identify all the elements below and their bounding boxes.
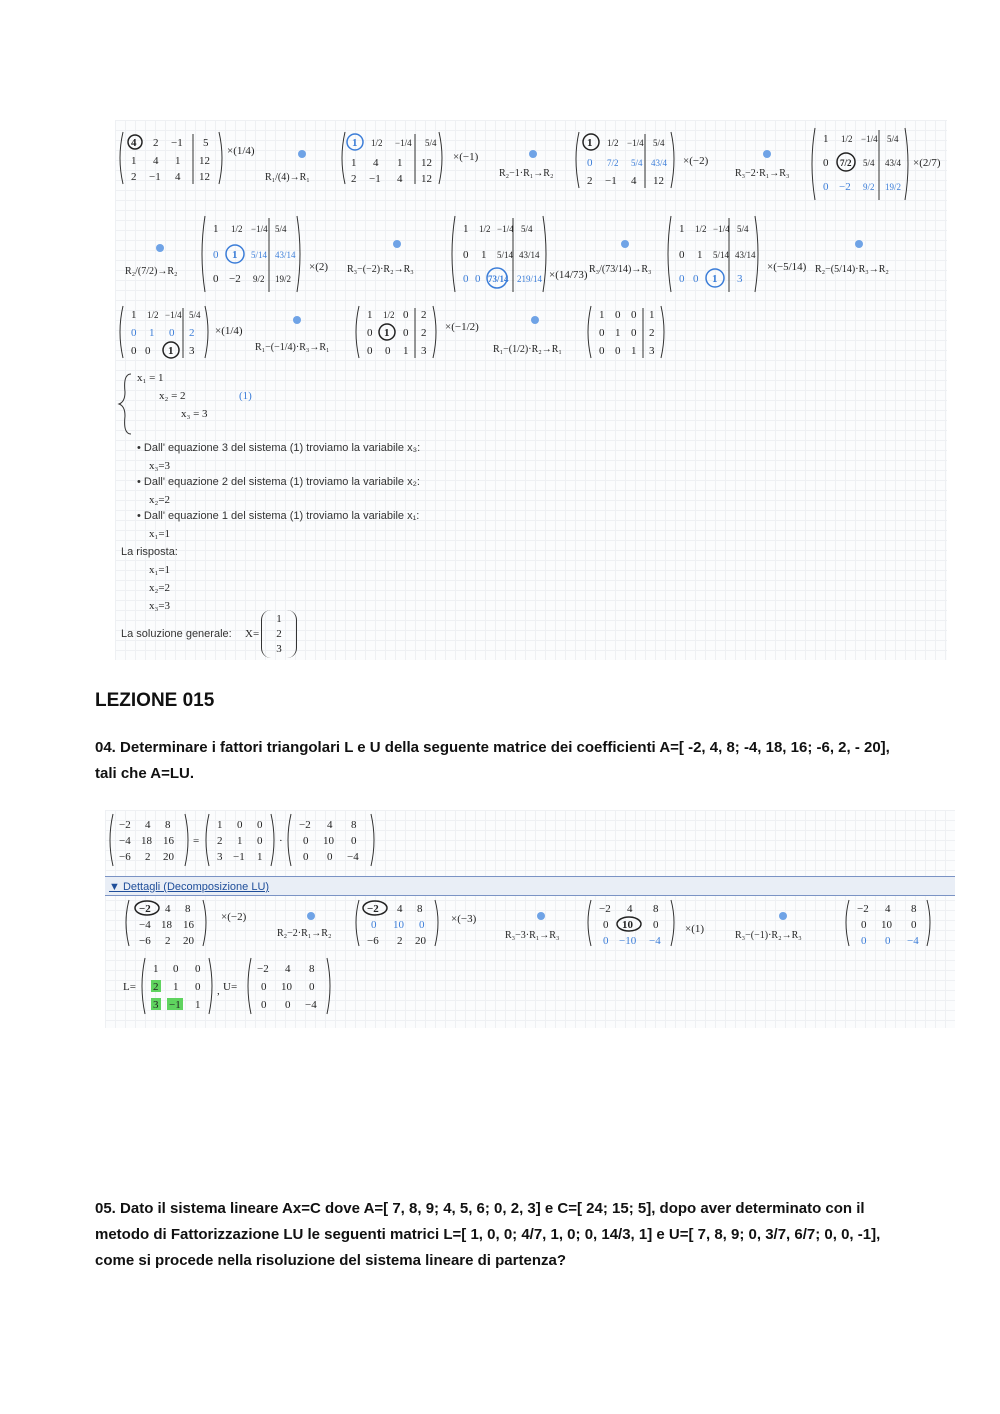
svg-text:1: 1 — [481, 249, 487, 261]
svg-text:−4: −4 — [347, 851, 359, 863]
svg-text:0: 0 — [327, 851, 333, 863]
svg-text:1: 1 — [615, 327, 621, 339]
svg-text:43/14: 43/14 — [735, 250, 756, 260]
svg-text:0: 0 — [653, 919, 659, 931]
lu-multiplier-2: ×(−3) — [451, 913, 477, 925]
svg-text:0: 0 — [309, 981, 315, 993]
svg-text:2: 2 — [165, 935, 171, 947]
svg-text:0: 0 — [169, 327, 175, 339]
multiplier-3: ×(−2) — [683, 155, 709, 167]
svg-text:4: 4 — [885, 903, 891, 915]
svg-text:−1/4: −1/4 — [497, 224, 514, 234]
svg-text:219/14: 219/14 — [517, 274, 543, 284]
svg-text:4: 4 — [131, 137, 137, 149]
L-label: L= — [123, 981, 136, 993]
svg-text:4: 4 — [397, 173, 403, 185]
svg-text:1: 1 — [679, 223, 685, 235]
svg-text:1: 1 — [153, 963, 159, 975]
system-brace — [119, 374, 131, 434]
op-4: R₂/(7/2)→R₂ — [125, 266, 178, 277]
svg-text:0: 0 — [419, 919, 425, 931]
matrix-final — [588, 306, 664, 358]
svg-text:9/2: 9/2 — [863, 182, 875, 192]
multiplier-2: ×(−1) — [453, 151, 479, 163]
matrix-step-4 — [812, 128, 908, 200]
svg-text:0: 0 — [475, 273, 481, 285]
multiplier-6: ×(14/73) — [549, 269, 588, 281]
op-6: R₃/(73/14)→R₃ — [589, 264, 652, 275]
svg-text:8: 8 — [653, 903, 659, 915]
lu-op-1: R₂−2·R₁→R₂ — [277, 928, 332, 939]
svg-text:8: 8 — [185, 903, 191, 915]
svg-text:0: 0 — [861, 919, 867, 931]
general-solution-var: X= — [245, 628, 260, 640]
general-solution-label: La soluzione generale: — [121, 628, 232, 640]
svg-text:−2: −2 — [229, 273, 241, 285]
svg-text:0: 0 — [237, 819, 243, 831]
svg-text:4: 4 — [327, 819, 333, 831]
svg-text:3: 3 — [217, 851, 223, 863]
svg-text:1: 1 — [631, 345, 637, 357]
svg-text:5/4: 5/4 — [275, 224, 287, 234]
svg-text:7/2: 7/2 — [607, 158, 619, 168]
svg-text:8: 8 — [165, 819, 171, 831]
svg-text:10: 10 — [393, 919, 404, 931]
question-04: 04. Determinare i fattori triangolari L e U della seguente matrice dei coefficienti A=[ -2, 4, 8; -4, 18, 16; -6, 2, - 20], tali che A=LU. — [95, 739, 890, 782]
question-05: 05. Dato il sistema lineare Ax=C dove A=[ 7, 8, 9; 4, 5, 6; 0, 2, 3] e C=[ 24; 15; 5], dopo aver determinato con il metodo di Fattorizzazione LU le seguenti matrici L=[ 1, 0, 0; 4/7, 1, 0; 0, 14/3, 1] e U=[ 7, 8, 9; 0, 3/7, 6/7; 0, 0, -1], come si procede nella risoluzione del sistema lineare di partenza? — [95, 1200, 881, 1269]
U-matrix — [248, 958, 330, 1014]
svg-text:8: 8 — [911, 903, 917, 915]
svg-text:1: 1 — [257, 851, 263, 863]
svg-text:5/4: 5/4 — [521, 224, 533, 234]
svg-text:−4: −4 — [907, 935, 919, 947]
svg-text:0: 0 — [195, 981, 201, 993]
svg-text:−4: −4 — [305, 999, 317, 1011]
svg-text:2: 2 — [649, 327, 655, 339]
svg-text:0: 0 — [463, 273, 469, 285]
svg-text:12: 12 — [421, 157, 432, 169]
svg-text:1: 1 — [149, 327, 155, 339]
svg-text:0: 0 — [615, 345, 621, 357]
bullet-1-result: x₃=3 — [149, 460, 171, 472]
svg-text:2: 2 — [421, 309, 427, 321]
answer-x2: x₂=2 — [149, 582, 171, 594]
svg-text:−1/4: −1/4 — [251, 224, 268, 234]
lu-matrix-4 — [846, 900, 930, 947]
matrix-step-1 — [120, 132, 222, 184]
svg-text:12: 12 — [653, 175, 664, 187]
svg-text:2: 2 — [217, 835, 223, 847]
svg-text:1/2: 1/2 — [607, 138, 619, 148]
svg-text:1: 1 — [195, 999, 201, 1011]
svg-text:1/2: 1/2 — [479, 224, 491, 234]
svg-text:−1/4: −1/4 — [713, 224, 730, 234]
svg-text:0: 0 — [213, 249, 219, 261]
svg-text:0: 0 — [195, 963, 201, 975]
svg-text:3: 3 — [421, 345, 427, 357]
svg-text:0: 0 — [261, 999, 267, 1011]
svg-text:1: 1 — [823, 133, 829, 145]
svg-text:1: 1 — [131, 309, 137, 321]
svg-text:−6: −6 — [139, 935, 151, 947]
svg-text:1: 1 — [397, 157, 403, 169]
svg-text:0: 0 — [463, 249, 469, 261]
svg-text:5/4: 5/4 — [189, 310, 201, 320]
svg-text:1: 1 — [351, 157, 357, 169]
svg-text:−2: −2 — [299, 819, 311, 831]
svg-text:0: 0 — [261, 981, 267, 993]
svg-text:2: 2 — [131, 171, 137, 183]
lu-matrix-2 — [356, 900, 438, 947]
svg-text:1: 1 — [217, 819, 223, 831]
svg-text:1: 1 — [712, 273, 718, 285]
svg-text:10: 10 — [622, 919, 633, 931]
svg-text:43/4: 43/4 — [885, 158, 902, 168]
svg-text:1/2: 1/2 — [371, 138, 383, 148]
svg-text:0: 0 — [257, 819, 263, 831]
svg-text:10: 10 — [281, 981, 292, 993]
matrix-step-8 — [120, 306, 208, 358]
svg-text:−6: −6 — [367, 935, 379, 947]
svg-text:1: 1 — [173, 981, 179, 993]
svg-text:−4: −4 — [119, 835, 131, 847]
svg-text:2: 2 — [145, 851, 151, 863]
svg-text:5/4: 5/4 — [631, 158, 643, 168]
svg-text:−6: −6 — [119, 851, 131, 863]
op-1: R₁/(4)→R₁ — [265, 172, 310, 183]
svg-text:,: , — [217, 985, 220, 997]
svg-text:16: 16 — [163, 835, 174, 847]
answer-label: La risposta: — [121, 546, 178, 558]
svg-text:19/2: 19/2 — [885, 182, 902, 192]
svg-text:0: 0 — [599, 345, 605, 357]
L-matrix — [142, 958, 212, 1014]
multiplier-8: ×(1/4) — [215, 325, 243, 337]
svg-text:0: 0 — [587, 157, 593, 169]
svg-text:5/4: 5/4 — [737, 224, 749, 234]
lu-matrix-1 — [126, 900, 206, 947]
svg-text:5/14: 5/14 — [251, 250, 268, 260]
svg-text:0: 0 — [885, 935, 891, 947]
op-7: R₂−(5/14)·R₃→R₂ — [815, 264, 889, 275]
svg-text:1: 1 — [213, 223, 219, 235]
svg-text:20: 20 — [183, 935, 194, 947]
svg-text:1: 1 — [175, 155, 181, 167]
svg-text:43/14: 43/14 — [519, 250, 540, 260]
svg-text:3: 3 — [153, 999, 159, 1011]
svg-text:4: 4 — [153, 155, 159, 167]
svg-text:8: 8 — [417, 903, 423, 915]
svg-text:1/2: 1/2 — [841, 134, 853, 144]
svg-text:−2: −2 — [857, 903, 869, 915]
svg-text:4: 4 — [631, 175, 637, 187]
svg-text:−1: −1 — [149, 171, 161, 183]
svg-text:2: 2 — [587, 175, 593, 187]
svg-text:5/4: 5/4 — [863, 158, 875, 168]
svg-text:−1/4: −1/4 — [165, 310, 182, 320]
svg-text:2: 2 — [153, 137, 159, 149]
op-3: R₃−2·R₁→R₃ — [735, 168, 790, 179]
svg-text:1: 1 — [232, 249, 238, 261]
svg-text:0: 0 — [603, 919, 609, 931]
svg-text:1: 1 — [599, 309, 605, 321]
svg-text:1/2: 1/2 — [231, 224, 243, 234]
multiplier-1: ×(1/4) — [227, 145, 255, 157]
matrix-step-6 — [452, 216, 546, 292]
op-5: R₃−(−2)·R₂→R₃ — [347, 264, 414, 275]
svg-text:0: 0 — [367, 345, 373, 357]
svg-text:7/2: 7/2 — [840, 158, 852, 168]
svg-text:0: 0 — [823, 157, 829, 169]
svg-text:−10: −10 — [619, 935, 637, 947]
svg-text:−1/4: −1/4 — [395, 138, 412, 148]
svg-text:−1/4: −1/4 — [861, 134, 878, 144]
lu-equation — [105, 810, 955, 876]
U-label: U= — [223, 981, 238, 993]
svg-text:4: 4 — [145, 819, 151, 831]
svg-text:1: 1 — [587, 137, 593, 149]
svg-text:5/4: 5/4 — [653, 138, 665, 148]
svg-text:18: 18 — [161, 919, 172, 931]
details-toggle[interactable]: ▼ Dettagli (Decomposizione LU) — [109, 881, 270, 893]
svg-text:−2: −2 — [119, 819, 131, 831]
svg-text:0: 0 — [145, 345, 151, 357]
lu-multiplier-1: ×(−2) — [221, 911, 247, 923]
svg-text:0: 0 — [367, 327, 373, 339]
matrix-step-7 — [668, 216, 758, 292]
svg-text:0: 0 — [823, 181, 829, 193]
svg-text:43/4: 43/4 — [651, 158, 668, 168]
svg-text:0: 0 — [131, 327, 137, 339]
svg-text:1: 1 — [649, 309, 655, 321]
bullet-2-result: x₂=2 — [149, 494, 171, 506]
multiplier-5: ×(2) — [309, 261, 329, 273]
svg-text:0: 0 — [679, 273, 685, 285]
svg-text:43/14: 43/14 — [275, 250, 296, 260]
svg-text:0: 0 — [911, 919, 917, 931]
lu-op-2: R₃−3·R₁→R₃ — [505, 930, 560, 941]
svg-text:4: 4 — [397, 903, 403, 915]
svg-text:3: 3 — [649, 345, 655, 357]
system-eq2: x₂ = 2 — [159, 390, 186, 402]
svg-text:3: 3 — [189, 345, 195, 357]
bullet-1: • Dall' equazione 3 del sistema (1) troviamo la variabile x₃: — [137, 442, 421, 454]
svg-text:4: 4 — [165, 903, 171, 915]
svg-text:0: 0 — [631, 327, 637, 339]
svg-text:0: 0 — [351, 835, 357, 847]
svg-text:1: 1 — [384, 327, 390, 339]
svg-text:0: 0 — [371, 919, 377, 931]
svg-text:0: 0 — [403, 309, 409, 321]
svg-text:5/14: 5/14 — [497, 250, 514, 260]
svg-text:−2: −2 — [599, 903, 611, 915]
svg-text:4: 4 — [627, 903, 633, 915]
bullet-3: • Dall' equazione 1 del sistema (1) troviamo la variabile x₁: — [137, 510, 420, 522]
svg-text:5/4: 5/4 — [887, 134, 899, 144]
svg-text:−1: −1 — [171, 137, 183, 149]
svg-text:0: 0 — [131, 345, 137, 357]
svg-text:1/2: 1/2 — [147, 310, 159, 320]
svg-text:0: 0 — [693, 273, 699, 285]
svg-text:20: 20 — [163, 851, 174, 863]
svg-text:0: 0 — [303, 851, 309, 863]
svg-text:8: 8 — [351, 819, 357, 831]
svg-text:0: 0 — [631, 309, 637, 321]
op-9: R₁−(1/2)·R₂→R₁ — [493, 344, 562, 355]
matrix-step-9 — [356, 306, 436, 358]
solution-panel-2 — [105, 810, 955, 1028]
svg-text:0: 0 — [861, 935, 867, 947]
svg-text:2: 2 — [397, 935, 403, 947]
svg-text:5/14: 5/14 — [713, 250, 730, 260]
system-eq1: x₁ = 1 — [137, 372, 164, 384]
svg-text:4: 4 — [175, 171, 181, 183]
svg-text:1: 1 — [237, 835, 243, 847]
svg-text:19/2: 19/2 — [275, 274, 292, 284]
matrix-step-5 — [202, 216, 300, 292]
svg-text:0: 0 — [403, 327, 409, 339]
lu-matrix-3 — [588, 900, 674, 947]
multiplier-7: ×(−5/14) — [767, 261, 807, 273]
multiplier-4: ×(2/7) — [913, 157, 941, 169]
svg-text:−1: −1 — [233, 851, 245, 863]
lu-steps — [105, 896, 955, 1026]
op-8: R₁−(−1/4)·R₃→R₁ — [255, 342, 330, 353]
svg-text:0: 0 — [303, 835, 309, 847]
lesson-title: LEZIONE 015 — [95, 690, 215, 711]
svg-text:16: 16 — [183, 919, 194, 931]
svg-text:2: 2 — [351, 173, 357, 185]
svg-text:1: 1 — [403, 345, 409, 357]
svg-text:0: 0 — [257, 835, 263, 847]
svg-text:−2: −2 — [367, 903, 379, 915]
svg-text:−2: −2 — [839, 181, 851, 193]
multiplier-9: ×(−1/2) — [445, 321, 479, 333]
system-tag: (1) — [239, 390, 252, 402]
svg-text:9/2: 9/2 — [253, 274, 265, 284]
bullet-2: • Dall' equazione 2 del sistema (1) troviamo la variabile x₂: — [137, 476, 420, 488]
svg-text:0: 0 — [615, 309, 621, 321]
svg-text:2: 2 — [421, 327, 427, 339]
svg-text:8: 8 — [309, 963, 315, 975]
svg-text:·: · — [279, 835, 283, 847]
general-solution-vector: 1 2 3 — [261, 610, 297, 658]
solution-panel-1 — [115, 120, 947, 660]
svg-text:1/2: 1/2 — [695, 224, 707, 234]
svg-text:0: 0 — [285, 999, 291, 1011]
matrix-step-2 — [342, 132, 442, 185]
svg-text:=: = — [193, 835, 200, 847]
svg-text:−1: −1 — [605, 175, 617, 187]
svg-text:10: 10 — [881, 919, 892, 931]
answer-x1: x₁=1 — [149, 564, 171, 576]
svg-text:0: 0 — [385, 345, 391, 357]
svg-text:10: 10 — [323, 835, 334, 847]
svg-text:12: 12 — [199, 155, 210, 167]
svg-text:20: 20 — [415, 935, 426, 947]
answer-x3: x₃=3 — [149, 600, 171, 612]
svg-text:4: 4 — [373, 157, 379, 169]
svg-text:18: 18 — [141, 835, 152, 847]
lu-op-3: R₃−(−1)·R₂→R₃ — [735, 930, 802, 941]
svg-text:−1: −1 — [369, 173, 381, 185]
svg-text:−2: −2 — [139, 903, 151, 915]
svg-text:−1/4: −1/4 — [627, 138, 644, 148]
svg-text:4: 4 — [285, 963, 291, 975]
svg-text:1: 1 — [168, 345, 174, 357]
svg-text:1: 1 — [697, 249, 703, 261]
system-eq3: x₃ = 3 — [181, 408, 208, 420]
details-header[interactable] — [105, 876, 955, 896]
op-2: R₂−1·R₁→R₂ — [499, 168, 554, 179]
svg-text:12: 12 — [199, 171, 210, 183]
svg-text:73/14: 73/14 — [488, 274, 509, 284]
svg-text:2: 2 — [189, 327, 195, 339]
bullet-3-result: x₁=1 — [149, 528, 171, 540]
svg-text:0: 0 — [679, 249, 685, 261]
svg-text:−1: −1 — [169, 999, 181, 1011]
svg-text:3: 3 — [737, 273, 743, 285]
svg-text:1: 1 — [131, 155, 137, 167]
svg-text:5: 5 — [203, 137, 209, 149]
matrix-step-3 — [576, 132, 674, 188]
svg-text:0: 0 — [213, 273, 219, 285]
svg-text:0: 0 — [173, 963, 179, 975]
svg-text:1: 1 — [367, 309, 373, 321]
svg-text:1: 1 — [463, 223, 469, 235]
svg-text:1/2: 1/2 — [383, 310, 395, 320]
svg-text:−4: −4 — [139, 919, 151, 931]
svg-text:2: 2 — [153, 981, 159, 993]
svg-text:1: 1 — [352, 137, 358, 149]
svg-text:0: 0 — [603, 935, 609, 947]
svg-text:5/4: 5/4 — [425, 138, 437, 148]
svg-text:0: 0 — [599, 327, 605, 339]
svg-text:−4: −4 — [649, 935, 661, 947]
svg-text:12: 12 — [421, 173, 432, 185]
lu-multiplier-3: ×(1) — [685, 923, 705, 935]
svg-text:−2: −2 — [257, 963, 269, 975]
